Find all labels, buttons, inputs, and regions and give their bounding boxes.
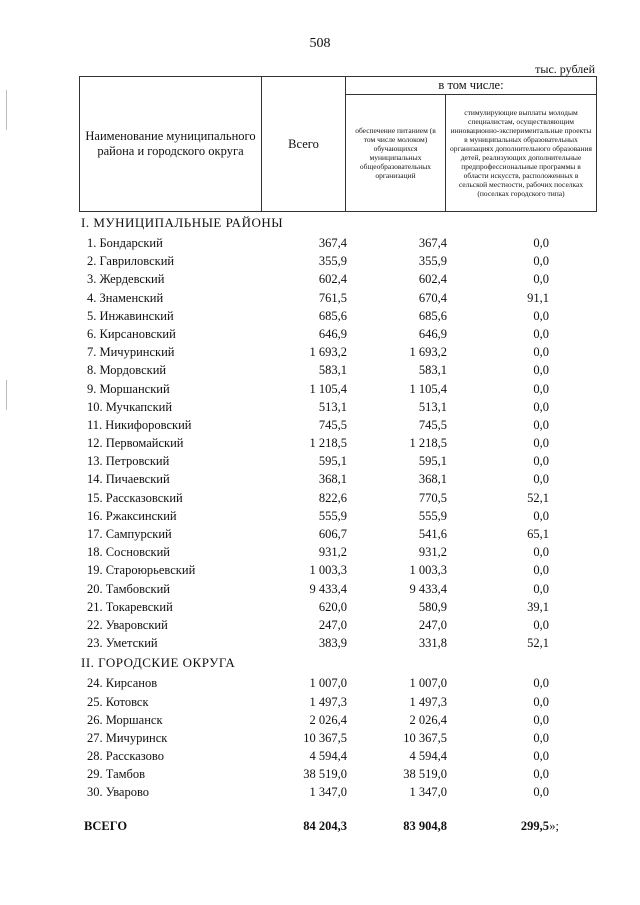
margin-mark-upper (6, 90, 7, 130)
row-name: 17. Сампурский (87, 527, 172, 541)
row-total: 931,2 (318, 545, 347, 560)
row-name: 19. Староюрьевский (87, 563, 196, 578)
row-name: 18. Сосновский (87, 545, 170, 560)
row-name: 12. Первомайский (87, 436, 184, 451)
row-name: 1. Бондарский (87, 236, 163, 250)
row-total: 822,6 (318, 490, 347, 505)
row-nutrition: 9 433,4 (409, 581, 447, 596)
row-total: 355,9 (318, 254, 347, 269)
header-incentive-column: стимулирующие выплаты молодым специалистам, осуществляющим инновационно-экспериментальные проекты в муниципальных образовательных организациях дополнительного образования детей, реализующих дополнительные предпрофессиональные программы в области искусств, расположенных в сельской местности, рабочих поселках (поселках городского типа) (450, 108, 592, 198)
row-incentive: 0,0 (533, 749, 549, 764)
row-incentive: 0,0 (533, 417, 549, 432)
row-nutrition: 1 347,0 (409, 785, 447, 800)
row-total: 646,9 (318, 326, 347, 341)
row-incentive: 65,1 (527, 527, 549, 541)
table-row (79, 729, 597, 747)
row-nutrition: 646,9 (418, 326, 447, 341)
row-incentive: 0,0 (533, 785, 549, 800)
row-name: 21. Токаревский (87, 599, 173, 614)
grand-total-row (79, 815, 597, 837)
row-total: 4 594,4 (309, 749, 347, 764)
table-row (79, 598, 597, 616)
row-nutrition: 595,1 (418, 454, 447, 469)
table-row (79, 452, 597, 470)
row-incentive: 0,0 (533, 508, 549, 523)
row-incentive: 0,0 (533, 581, 549, 596)
row-name: 15. Рассказовский (87, 490, 183, 505)
row-nutrition: 247,0 (418, 617, 447, 632)
row-incentive: 0,0 (533, 326, 549, 341)
row-total: 685,6 (318, 308, 347, 323)
table-row (79, 289, 597, 307)
table-row (79, 307, 597, 325)
row-total: 368,1 (318, 472, 347, 487)
row-incentive: 0,0 (533, 694, 549, 709)
row-nutrition: 1 105,4 (409, 381, 447, 396)
table-row (79, 711, 597, 729)
header-nutrition-column: обеспечение питанием (в том числе молоком) обучающихся муниципальных общеобразовательных организаций (346, 95, 446, 211)
row-total: 38 519,0 (303, 767, 347, 782)
table-row (79, 693, 597, 711)
row-total: 555,9 (318, 508, 347, 523)
row-total: 1 693,2 (309, 345, 347, 360)
row-total: 595,1 (318, 454, 347, 469)
table-row (79, 747, 597, 765)
row-nutrition: 4 594,4 (409, 749, 447, 764)
row-nutrition: 541,6 (418, 527, 447, 541)
row-nutrition: 1 003,3 (409, 563, 447, 578)
row-incentive: 0,0 (533, 381, 549, 396)
row-incentive: 52,1 (527, 636, 549, 651)
row-name: 8. Мордовский (87, 363, 167, 378)
row-incentive: 0,0 (533, 730, 549, 745)
table-row (79, 380, 597, 398)
row-incentive: 0,0 (533, 436, 549, 451)
row-nutrition: 355,9 (418, 254, 447, 269)
grand-total-nutrition: 83 904,8 (403, 818, 447, 833)
row-incentive: 0,0 (533, 545, 549, 560)
table-row (79, 234, 597, 252)
row-total: 1 007,0 (309, 676, 347, 691)
row-name: 9. Моршанский (87, 381, 170, 396)
page-number: 508 (309, 36, 331, 51)
row-nutrition: 513,1 (418, 399, 447, 414)
row-nutrition: 1 693,2 (409, 345, 447, 360)
row-name: 2. Гавриловский (87, 254, 175, 269)
row-name: 20. Тамбовский (87, 581, 170, 596)
row-total: 583,1 (318, 363, 347, 378)
row-nutrition: 367,4 (418, 236, 447, 250)
row-name: 27. Мичуринск (87, 730, 168, 745)
row-nutrition: 580,9 (418, 599, 447, 614)
row-name: 23. Уметский (87, 636, 158, 651)
row-nutrition: 770,5 (418, 490, 447, 505)
row-name: 28. Рассказово (87, 749, 164, 764)
row-total: 2 026,4 (309, 712, 347, 727)
row-nutrition: 555,9 (418, 508, 447, 523)
row-nutrition: 368,1 (418, 472, 447, 487)
section-title: I. МУНИЦИПАЛЬНЫЕ РАЙОНЫ (81, 215, 284, 230)
row-name: 3. Жердевский (87, 272, 165, 287)
margin-mark-lower (6, 380, 7, 410)
row-incentive: 0,0 (533, 454, 549, 469)
table-row (79, 765, 597, 783)
table-row (79, 525, 597, 543)
row-total: 247,0 (318, 617, 347, 632)
row-incentive: 0,0 (533, 236, 549, 250)
table-row (79, 674, 597, 692)
table-row (79, 398, 597, 416)
table-row (79, 434, 597, 452)
row-total: 383,9 (318, 636, 347, 651)
row-name: 5. Инжавинский (87, 308, 174, 323)
row-incentive: 0,0 (533, 676, 549, 691)
row-incentive: 0,0 (533, 345, 549, 360)
row-nutrition: 670,4 (418, 290, 447, 305)
table-row (79, 561, 597, 579)
table-row (79, 489, 597, 507)
row-incentive: 91,1 (527, 290, 549, 305)
row-total: 1 347,0 (309, 785, 347, 800)
row-nutrition: 331,8 (418, 636, 447, 651)
table-row (79, 270, 597, 288)
table-body (79, 212, 597, 837)
row-total: 1 218,5 (309, 436, 347, 451)
row-incentive: 0,0 (533, 363, 549, 378)
row-nutrition: 931,2 (418, 545, 447, 560)
row-name: 16. Ржаксинский (87, 508, 177, 523)
row-nutrition: 1 497,3 (409, 694, 447, 709)
row-nutrition: 583,1 (418, 363, 447, 378)
row-total: 620,0 (318, 599, 347, 614)
table-row (79, 543, 597, 561)
row-name: 4. Знаменский (87, 290, 164, 305)
row-total: 10 367,5 (303, 730, 347, 745)
table-row (79, 580, 597, 598)
row-name: 10. Мучкапский (87, 399, 173, 414)
row-total: 761,5 (318, 290, 347, 305)
row-total: 1 497,3 (309, 694, 347, 709)
row-name: 24. Кирсанов (87, 676, 158, 691)
row-total: 602,4 (318, 272, 347, 287)
row-nutrition: 38 519,0 (403, 767, 447, 782)
table-row (79, 416, 597, 434)
header-name-column: Наименование муниципального района и городского округа (80, 77, 262, 211)
table-row (79, 616, 597, 634)
table-row (79, 470, 597, 488)
header-including: в том числе: (346, 77, 596, 95)
row-nutrition: 1 007,0 (409, 676, 447, 691)
table-row (79, 361, 597, 379)
row-name: 13. Петровский (87, 454, 170, 469)
table-row (79, 783, 597, 801)
row-total: 367,4 (318, 236, 347, 250)
row-nutrition: 1 218,5 (409, 436, 447, 451)
row-nutrition: 745,5 (418, 417, 447, 432)
row-incentive: 0,0 (533, 472, 549, 487)
row-incentive: 0,0 (533, 272, 549, 287)
row-incentive: 0,0 (533, 563, 549, 578)
row-total: 1 105,4 (309, 381, 347, 396)
grand-total-suffix: »; (549, 818, 559, 833)
row-total: 9 433,4 (309, 581, 347, 596)
row-incentive: 0,0 (533, 254, 549, 269)
row-total: 1 003,3 (309, 563, 347, 578)
table-header (79, 76, 597, 212)
row-name: 14. Пичаевский (87, 472, 170, 487)
row-name: 25. Котовск (87, 694, 149, 709)
row-nutrition: 685,6 (418, 308, 447, 323)
row-name: 30. Уварово (87, 785, 150, 800)
row-name: 22. Уваровский (87, 617, 168, 632)
row-nutrition: 2 026,4 (409, 712, 447, 727)
row-nutrition: 602,4 (418, 272, 447, 287)
table-row (79, 507, 597, 525)
row-name: 7. Мичуринский (87, 345, 175, 360)
table-row (79, 634, 597, 652)
row-total: 745,5 (318, 417, 347, 432)
row-name: 6. Кирсановский (87, 326, 176, 341)
grand-total-label: ВСЕГО (84, 818, 128, 833)
table-row (79, 325, 597, 343)
units-label: тыс. рублей (535, 62, 595, 76)
row-name: 29. Тамбов (87, 767, 146, 782)
row-name: 11. Никифоровский (87, 417, 192, 432)
row-total: 513,1 (318, 399, 347, 414)
row-incentive: 0,0 (533, 767, 549, 782)
table-row (79, 252, 597, 270)
row-name: 26. Моршанск (87, 712, 163, 727)
row-incentive: 52,1 (527, 490, 549, 505)
row-incentive: 0,0 (533, 617, 549, 632)
grand-total-incentive: 299,5 (520, 818, 549, 833)
row-nutrition: 10 367,5 (403, 730, 447, 745)
row-incentive: 0,0 (533, 308, 549, 323)
grand-total-value: 84 204,3 (303, 818, 347, 833)
row-incentive: 0,0 (533, 712, 549, 727)
row-incentive: 39,1 (527, 599, 549, 614)
section-title: II. ГОРОДСКИЕ ОКРУГА (81, 655, 236, 671)
row-total: 606,7 (318, 527, 347, 541)
header-total-column: Всего (262, 77, 346, 211)
table-row (79, 343, 597, 361)
row-incentive: 0,0 (533, 399, 549, 414)
